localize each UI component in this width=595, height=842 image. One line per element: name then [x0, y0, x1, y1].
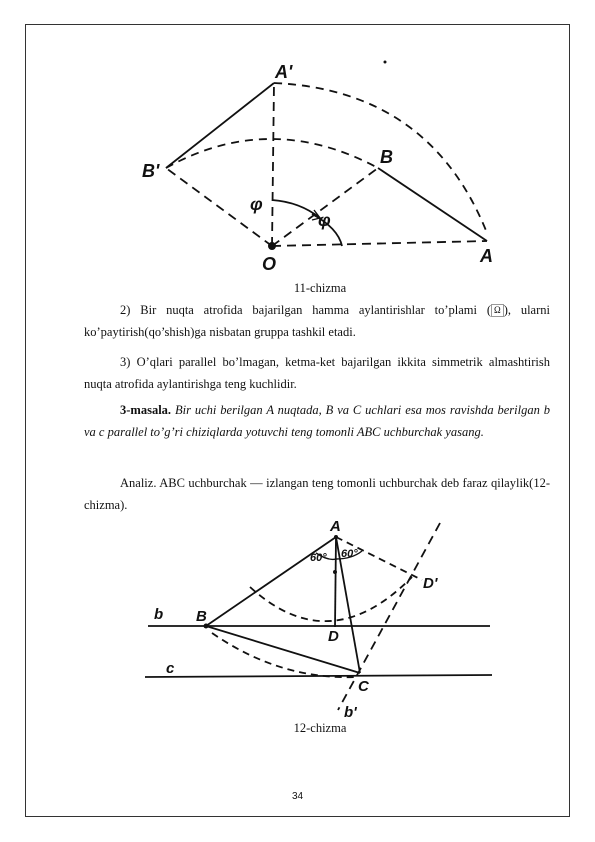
label-angle-right: 60° — [341, 548, 358, 560]
figure-12-caption: 12-chizma — [293, 721, 347, 735]
segment-O-A — [272, 241, 487, 246]
label-D: D — [328, 628, 339, 645]
problem-text: Bir uchi berilgan A nuqtada, B va C uchlari esa mos ravishda berilgan b va c parallel to’g’ri chiziqlarda yotuvchi teng tomonli ABC uchburchak yasang. — [84, 403, 550, 439]
label-c: c — [166, 660, 175, 677]
paragraph-2 — [84, 299, 550, 343]
segment-B-A — [378, 168, 487, 241]
label-C: C — [358, 678, 369, 695]
label-B: B — [196, 608, 207, 625]
paragraph-3-text: 3) O’qlari parallel bo’lmagan, ketma-ket bajarilgan ikkita simmetrik almashtirish nuqta atrofida aylantirishga teng kuchlidir. — [84, 355, 550, 391]
label-b: b — [154, 606, 164, 623]
figure-11-diagram — [130, 50, 510, 275]
label-B: B — [380, 147, 393, 167]
paragraph-3 — [84, 351, 550, 395]
label-B-prime: B' — [142, 161, 160, 181]
stray-dot — [384, 61, 387, 64]
label-D-prime: D' — [423, 575, 438, 592]
figure-12-diagram — [140, 515, 500, 720]
label-b-prime: b' — [344, 704, 357, 720]
label-angle-left: 60° — [310, 552, 327, 564]
figure-11-caption: 11-chizma — [293, 281, 347, 295]
side-AB — [206, 537, 336, 626]
label-O: O — [262, 254, 277, 274]
segment-Aprime-Bprime — [166, 83, 274, 168]
page-number: 34 — [291, 791, 304, 802]
paragraph-2-text-before: 2) Bir nuqta atrofida bajarilgan hamma aylantirishlar to’plami ( — [120, 303, 491, 317]
paragraph-2-text-after: ), ularni ko’paytirish(qo’shish)ga nisbatan gruppa tashkil etadi. — [84, 303, 550, 339]
label-phi-left: φ — [250, 194, 263, 214]
problem-statement — [84, 399, 550, 443]
omega-symbol: Ω — [491, 304, 504, 317]
segment-O-Aprime — [272, 83, 274, 246]
line-c — [145, 675, 492, 677]
arc-through-D — [250, 577, 412, 621]
segment-O-B — [272, 168, 378, 246]
problem-heading: 3-masala. — [120, 403, 172, 417]
label-A: A — [480, 246, 493, 266]
point-O — [268, 242, 276, 250]
label-A-prime: A' — [275, 62, 293, 82]
analysis-text: Analiz. ABC uchburchak — izlangan teng tomonli uchburchak deb faraz qilaylik(12-chizma). — [84, 476, 550, 512]
line-A-D — [335, 537, 336, 627]
label-A: A — [330, 518, 341, 535]
analysis-paragraph — [84, 472, 550, 516]
label-phi-right: φ — [318, 210, 331, 230]
